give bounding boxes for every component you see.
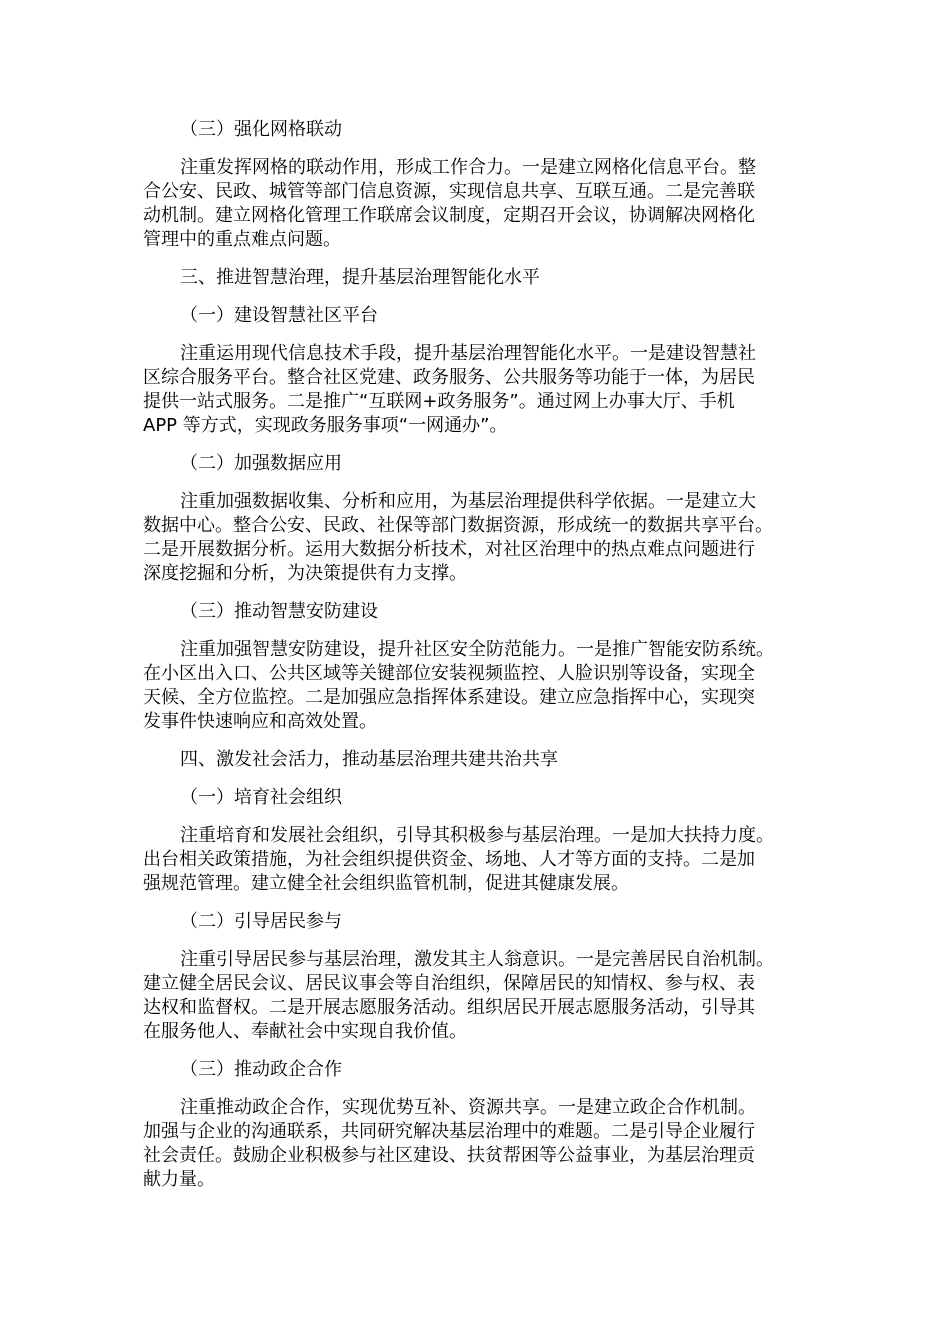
paragraph-line: 强规范管理。建立健全社会组织监管机制，促进其健康发展。 <box>143 873 629 894</box>
paragraph-line: 注重引导居民参与基层治理，激发其主人翁意识。一是完善居民自治机制。 <box>180 949 774 970</box>
paragraph-line: 注重加强智慧安防建设，提升社区安全防范能力。一是推广智能安防系统。 <box>180 639 774 660</box>
paragraph-line: 注重加强数据收集、分析和应用，为基层治理提供科学依据。一是建立大 <box>180 491 756 512</box>
section-heading: （二）引导居民参与 <box>180 911 342 932</box>
paragraph-line: 注重发挥网格的联动作用，形成工作合力。一是建立网格化信息平台。整 <box>180 157 756 178</box>
paragraph <box>143 948 807 1044</box>
paragraph-line: 献力量。 <box>143 1169 215 1190</box>
paragraph-line: 深度挖掘和分析，为决策提供有力支撑。 <box>143 563 467 584</box>
paragraph-line: APP 等方式，实现政务服务事项“一网通办”。 <box>143 415 508 436</box>
paragraph-line: 达权和监督权。二是开展志愿服务活动。组织居民开展志愿服务活动，引导其 <box>143 997 755 1018</box>
paragraph-line: 二是开展数据分析。运用大数据分析技术，对社区治理中的热点难点问题进行 <box>143 539 755 560</box>
section-heading: （三）推动政企合作 <box>180 1059 342 1080</box>
paragraph-line: 在小区出入口、公共区域等关键部位安装视频监控、人脸识别等设备，实现全 <box>143 663 755 684</box>
paragraph-line: 在服务他人、奉献社会中实现自我价值。 <box>143 1021 467 1042</box>
paragraph <box>143 824 807 896</box>
paragraph-line: 区综合服务平台。整合社区党建、政务服务、公共服务等功能于一体，为居民 <box>143 367 755 388</box>
paragraph-line: 社会责任。鼓励企业积极参与社区建设、扶贫帮困等公益事业，为基层治理贡 <box>143 1145 755 1166</box>
paragraph-line: 注重培育和发展社会组织，引导其积极参与基层治理。一是加大扶持力度。 <box>180 825 774 846</box>
paragraph <box>143 490 807 586</box>
paragraph <box>143 1096 807 1192</box>
paragraph-line: 动机制。建立网格化管理工作联席会议制度，定期召开会议，协调解决网格化 <box>143 205 755 226</box>
document-page <box>143 118 807 1206</box>
paragraph-line: 发事件快速响应和高效处置。 <box>143 711 377 732</box>
section-heading: （一）建设智慧社区平台 <box>180 305 378 326</box>
section-heading: （二）加强数据应用 <box>180 453 342 474</box>
paragraph-line: 天候、全方位监控。二是加强应急指挥体系建设。建立应急指挥中心，实现突 <box>143 687 755 708</box>
paragraph-line: 合公安、民政、城管等部门信息资源，实现信息共享、互联互通。二是完善联 <box>143 181 755 202</box>
paragraph-line: 加强与企业的沟通联系，共同研究解决基层治理中的难题。二是引导企业履行 <box>143 1121 755 1142</box>
paragraph-line: 建立健全居民会议、居民议事会等自治组织，保障居民的知情权、参与权、表 <box>143 973 755 994</box>
paragraph-line: 数据中心。整合公安、民政、社保等部门数据资源，形成统一的数据共享平台。 <box>143 515 773 536</box>
paragraph-line: 出台相关政策措施，为社会组织提供资金、场地、人才等方面的支持。二是加 <box>143 849 755 870</box>
section-heading: （一）培育社会组织 <box>180 787 342 808</box>
paragraph-line: 注重运用现代信息技术手段，提升基层治理智能化水平。一是建设智慧社 <box>180 343 756 364</box>
paragraph <box>143 156 807 252</box>
paragraph-line: 管理中的重点难点问题。 <box>143 229 341 250</box>
paragraph-line: 注重推动政企合作，实现优势互补、资源共享。一是建立政企合作机制。 <box>180 1097 756 1118</box>
section-heading: （三）推动智慧安防建设 <box>180 601 378 622</box>
paragraph <box>143 342 807 438</box>
chapter-heading: 三、推进智慧治理，提升基层治理智能化水平 <box>180 267 540 288</box>
paragraph-line: 提供一站式服务。二是推广“互联网+政务服务”。通过网上办事大厅、手机 <box>143 391 735 412</box>
chapter-heading: 四、激发社会活力，推动基层治理共建共治共享 <box>180 749 558 770</box>
section-heading: （三）强化网格联动 <box>180 119 342 140</box>
paragraph <box>143 638 807 734</box>
